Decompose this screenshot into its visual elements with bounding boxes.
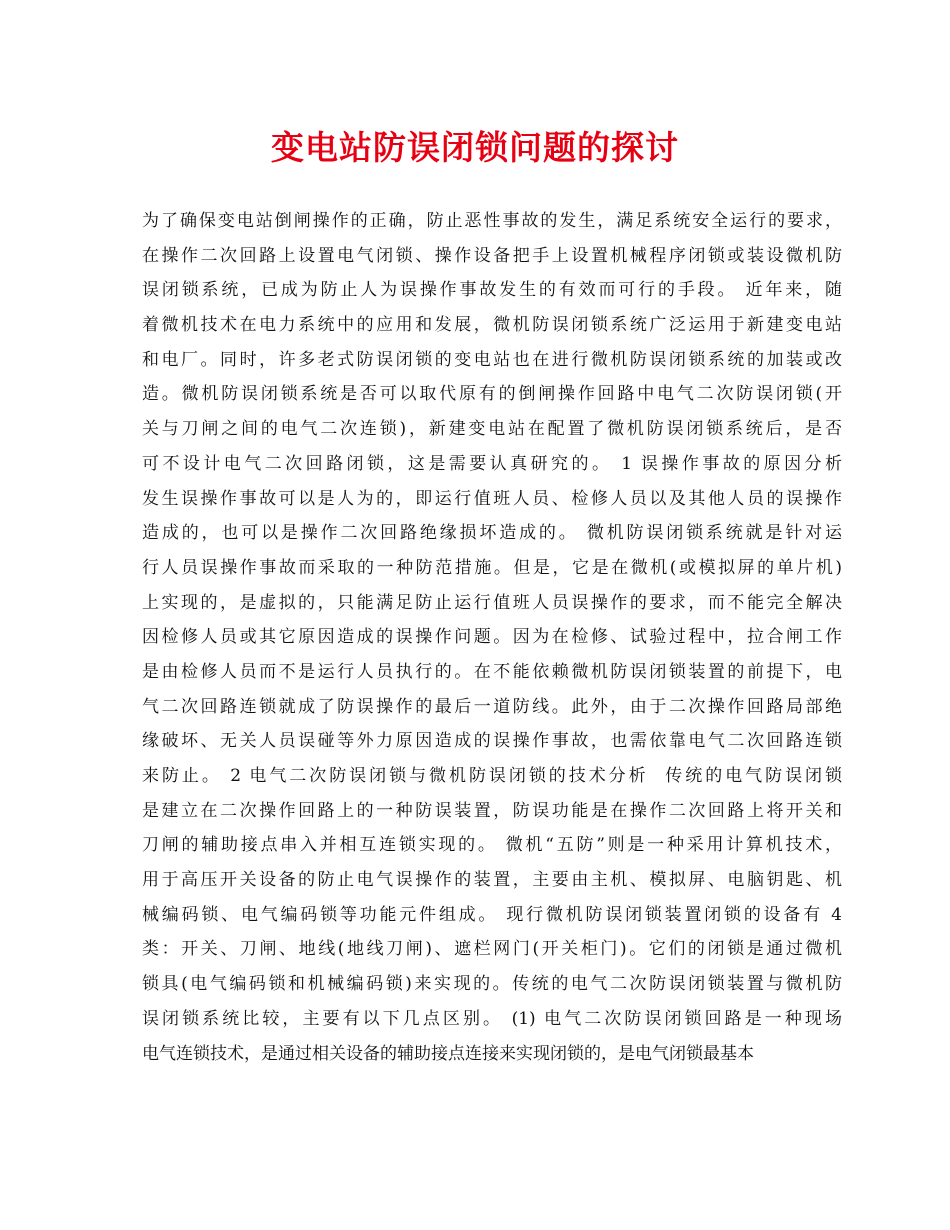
body-line: 为了确保变电站倒闸操作的正确，防止恶性事故的发生，满足系统安全运行的要求， — [142, 211, 842, 231]
body-line: 刀闸的辅助接点串入并相互连锁实现的。 微机“五防”则是一种采用计算机技术， — [142, 835, 842, 856]
document-title: 变电站防误闭锁问题的探讨 — [271, 128, 679, 167]
body-line: 类：开关、刀闸、地线(地线刀闸)、遮栏网门(开关柜门)。它们的闭锁是通过微机 — [142, 939, 842, 960]
body-line: 电气连锁技术，是通过相关设备的辅助接点连接来实现闭锁的，是电气闭锁最基本 — [142, 1043, 754, 1064]
body-line: 用于高压开关设备的防止电气误操作的装置，主要由主机、模拟屏、电脑钥匙、机 — [142, 870, 842, 891]
body-line: 造成的，也可以是操作二次回路绝缘损坏造成的。 微机防误闭锁系统就是针对运 — [142, 523, 842, 544]
body-line: 可不设计电气二次回路闭锁，这是需要认真研究的。 1 误操作事故的原因分析 — [142, 453, 842, 474]
document-body — [142, 204, 842, 1071]
body-line: 误闭锁系统，已成为防止人为误操作事故发生的有效而可行的手段。 近年来，随 — [142, 280, 842, 301]
body-line: 行人员误操作事故而采取的一种防范措施。但是，它是在微机(或模拟屏的单片机) — [142, 557, 842, 578]
body-line: 是由检修人员而不是运行人员执行的。在不能依赖微机防误闭锁装置的前提下，电 — [142, 661, 842, 682]
body-line: 造。微机防误闭锁系统是否可以取代原有的倒闸操作回路中电气二次防误闭锁(开 — [142, 384, 842, 405]
body-line: 着微机技术在电力系统中的应用和发展，微机防误闭锁系统广泛运用于新建变电站 — [142, 315, 842, 336]
body-line: 是建立在二次操作回路上的一种防误装置，防误功能是在操作二次回路上将开关和 — [142, 800, 842, 821]
body-line: 误闭锁系统比较，主要有以下几点区别。 (1) 电气二次防误闭锁回路是一种现场 — [142, 1008, 842, 1029]
body-line: 和电厂。同时，许多老式防误闭锁的变电站也在进行微机防误闭锁系统的加装或改 — [142, 349, 842, 370]
body-line: 在操作二次回路上设置电气闭锁、操作设备把手上设置机械程序闭锁或装设微机防 — [142, 245, 842, 266]
body-line: 来防止。 2 电气二次防误闭锁与微机防误闭锁的技术分析 传统的电气防误闭锁 — [142, 766, 842, 786]
body-line: 因检修人员或其它原因造成的误操作问题。因为在检修、试验过程中，拉合闸工作 — [142, 627, 842, 648]
body-line: 缘破坏、无关人员误碰等外力原因造成的误操作事故，也需依靠电气二次回路连锁 — [142, 731, 842, 752]
body-line: 械编码锁、电气编码锁等功能元件组成。 现行微机防误闭锁装置闭锁的设备有 4 — [142, 904, 842, 925]
body-line: 关与刀闸之间的电气二次连锁)，新建变电站在配置了微机防误闭锁系统后，是否 — [142, 419, 842, 440]
body-line: 发生误操作事故可以是人为的，即运行值班人员、检修人员以及其他人员的误操作 — [142, 488, 842, 509]
body-line: 上实现的，是虚拟的，只能满足防止运行值班人员误操作的要求，而不能完全解决 — [142, 592, 842, 613]
body-line: 气二次回路连锁就成了防误操作的最后一道防线。此外，由于二次操作回路局部绝 — [142, 696, 842, 717]
body-line: 锁具(电气编码锁和机械编码锁)来实现的。传统的电气二次防误闭锁装置与微机防 — [142, 974, 842, 995]
